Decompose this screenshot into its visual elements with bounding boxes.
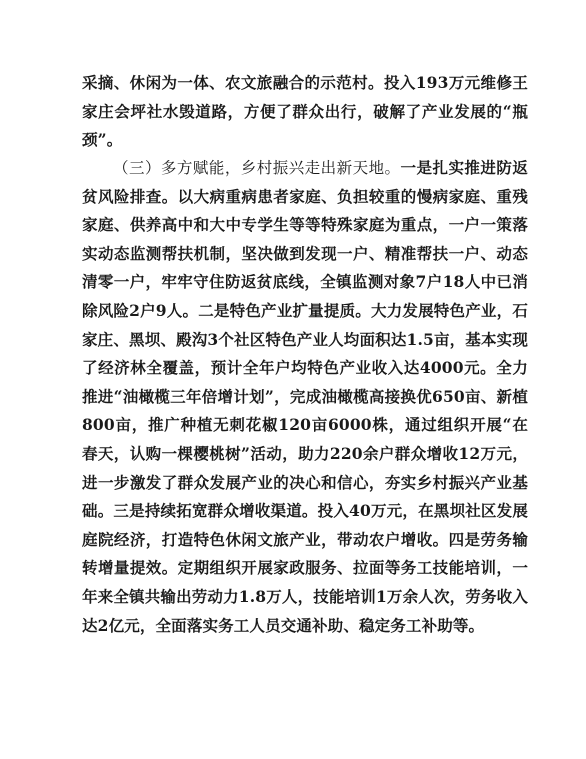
point-one-title: 一是扎实推进防返贫风险排查。 bbox=[82, 158, 528, 206]
point-two-body: 大力发展特色产业，石家庄、黑坝、殿沟3个社区特色产业人均面积达1.5亩，基本实现了经济林全覆盖，预计全年户均特色产业收入达4000元。全力推进“油橄榄三年倍增计划”，完成油橄榄高接换优650亩、新植800亩，推广种植无刺花椒120亩6000株，通过组织开展“在春天，认购一棵樱桃树”活动，助力220余户群众增收12万元，进一步激发了群众发展产业的决心和信心，夯实乡村振兴产业基础。 bbox=[82, 300, 528, 521]
point-three-body: 投入40万元，在黑坝社区发展庭院经济，打造特色休闲文旅产业，带动农户增收。 bbox=[82, 501, 528, 549]
paragraph-text: 采摘、休闲为一体、农文旅融合的示范村。投入193万元维修王家庄会坪社水毁道路，方便了群众出行，破解了产业发展的“瓶颈”。 bbox=[82, 73, 528, 150]
section-heading: （三）多方赋能，乡村振兴走出新天地。 bbox=[113, 159, 401, 177]
paragraph-rural-revitalization bbox=[82, 154, 528, 640]
point-four-title: 四是劳务输转增量提效。 bbox=[82, 529, 528, 578]
point-two-title: 二是特色产业扩量提质。 bbox=[198, 300, 371, 320]
point-three-title: 三是持续拓宽群众增收渠道。 bbox=[113, 501, 318, 521]
point-four-body: 定期组织开展家政服务、拉面等务工技能培训，一年来全镇共输出劳动力1.8万人，技能培训1万余人次，劳务收入达2亿元，全面落实务工人员交通补助、稳定务工补助等。 bbox=[82, 558, 528, 635]
paragraph-village-demo bbox=[82, 69, 528, 155]
point-one-body: 以大病重病患者家庭、负担较重的慢病家庭、重残家庭、供养高中和大中专学生等等特殊家庭为重点，一户一策落实动态监测帮扶机制，坚决做到发现一户、精准帮扶一户、动态清零一户，牢牢守住防返贫底线，全镇监测对象7户18人中已消除风险2户9人。 bbox=[82, 186, 528, 320]
